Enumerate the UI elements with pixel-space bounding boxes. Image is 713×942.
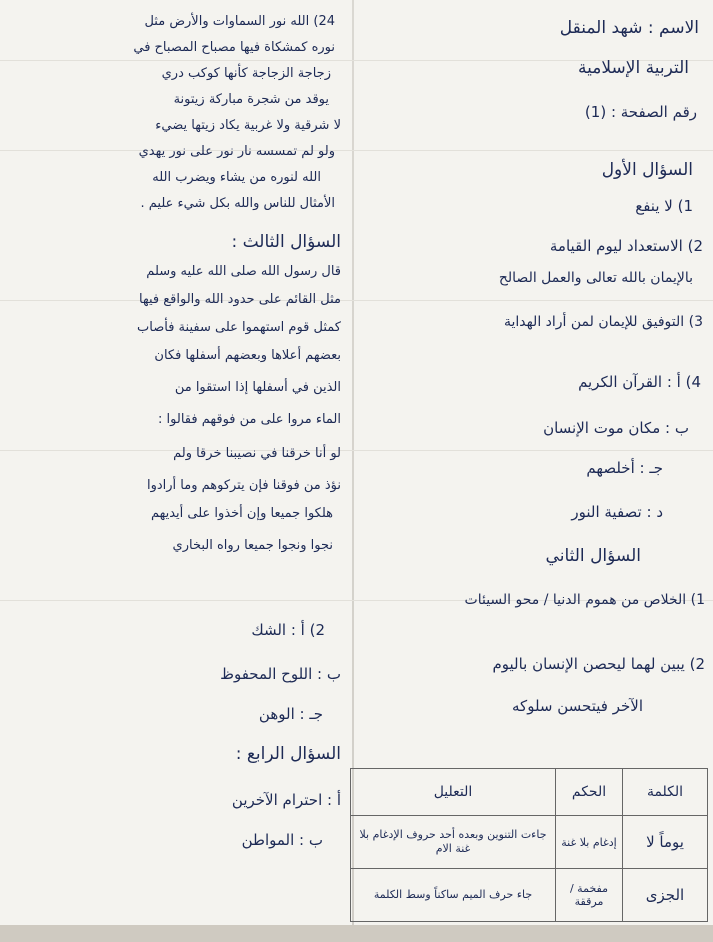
hadith-line-3: كمثل قوم استهموا على سفينة فأصاب [137,320,341,335]
table-cell-rule: مفخمة / مرققة [556,869,623,922]
hadith-line-4: بعضهم أعلاها وبعضهم أسفلها فكان [154,348,341,363]
q1-item-2-cont: بالإيمان بالله تعالى والعمل الصالح [498,270,693,286]
table-header-word: الكلمة [623,769,708,816]
rule-line [0,300,713,301]
verse-line-2: نوره كمشكاة فيها مصباح المصباح في [133,40,335,55]
q1-item-2: 2) الاستعداد ليوم القيامة [549,237,703,255]
table-header-row [351,769,708,816]
table-cell-reason: جاءت التنوين وبعده أحد حروف الإدغام بلا غنة الام [351,816,556,869]
hadith-line-8: نؤذ من فوقنا فإن يتركوهم وما أرادوا [146,478,341,493]
table-cell-word: يوماً لا [623,816,708,869]
q1-item-4b: ب : مكان موت الإنسان [543,419,689,437]
student-name: الاسم : شهد المنقل [559,18,699,38]
table-cell-word: الجزى [623,869,708,922]
q3-title: السؤال الثالث : [231,232,341,252]
verse-line-7: الله لنوره من يشاء ويضرب الله [152,170,321,185]
verse-line-6: ولو لم تمسسه نار نور على نور يهدي [138,144,335,159]
table-cell-reason: جاء حرف الميم ساكناً وسط الكلمة [351,869,556,922]
verse-line-5: لا شرقية ولا غربية يكاد زيتها يضيء [155,118,341,133]
q1-title: السؤال الأول [601,160,693,180]
q1-item-3: 3) التوفيق للإيمان لمن أراد الهداية [503,314,703,330]
q1-item-4a: 4) أ : القرآن الكريم [578,373,701,391]
q1-item-1: 1) لا ينفع [635,197,693,215]
q1-item-4d: د : تصفية النور [571,503,663,521]
q2-title: السؤال الثاني [545,546,641,566]
q2-side-b: ب : اللوح المحفوظ [220,665,341,683]
verse-line-3: زجاجة الزجاجة كأنها كوكب دري [161,66,331,81]
q4-title: السؤال الرابع : [235,744,341,764]
q2-side-a: 2) أ : الشك [251,621,325,639]
q2-item-1: 1) الخلاص من هموم الدنيا / محو السيئات [464,592,705,608]
verse-line-1: 24) الله نور السماوات والأرض مثل [144,14,335,29]
q2-item-2-cont: الآخر فيتحسن سلوكه [512,697,643,715]
table-row [351,816,708,869]
rule-line [0,150,713,151]
tajweed-table [350,768,708,922]
verse-line-4: يوقد من شجرة مباركة زيتونة [173,92,329,107]
q1-item-4c: جـ : أخلصهم [586,459,663,477]
hadith-line-7: لو أنا خرقنا في نصيبنا خرقا ولم [173,446,341,461]
table-header-rule: الحكم [556,769,623,816]
hadith-line-5: الذين في أسفلها إذا استقوا من [174,380,341,395]
hadith-line-9: هلكوا جميعا وإن أخذوا على أيديهم [150,506,333,521]
verse-line-8: الأمثال للناس والله بكل شيء عليم . [140,196,335,211]
rule-line [0,450,713,451]
table-row [351,869,708,922]
page-bottom-edge [0,925,713,942]
hadith-line-6: الماء مروا على من فوقهم فقالوا : [158,412,341,427]
subject-title: التربية الإسلامية [578,58,689,78]
q2-item-2: 2) يبين لهما ليحصن الإنسان باليوم [492,655,705,673]
hadith-line-2: مثل القائم على حدود الله والواقع فيها [139,292,341,307]
table-header-reason: التعليل [351,769,556,816]
q4-item-b: ب : المواطن [241,831,323,849]
hadith-line-10: نجوا ونجوا جميعا رواه البخاري [172,538,333,553]
hadith-line-1: قال رسول الله صلى الله عليه وسلم [146,264,341,279]
table-cell-rule: إدغام بلا غنة [556,816,623,869]
page-number: رقم الصفحة : (1) [584,103,697,121]
q4-item-a: أ : احترام الآخرين [231,791,341,809]
q2-side-c: جـ : الوهن [258,705,323,723]
